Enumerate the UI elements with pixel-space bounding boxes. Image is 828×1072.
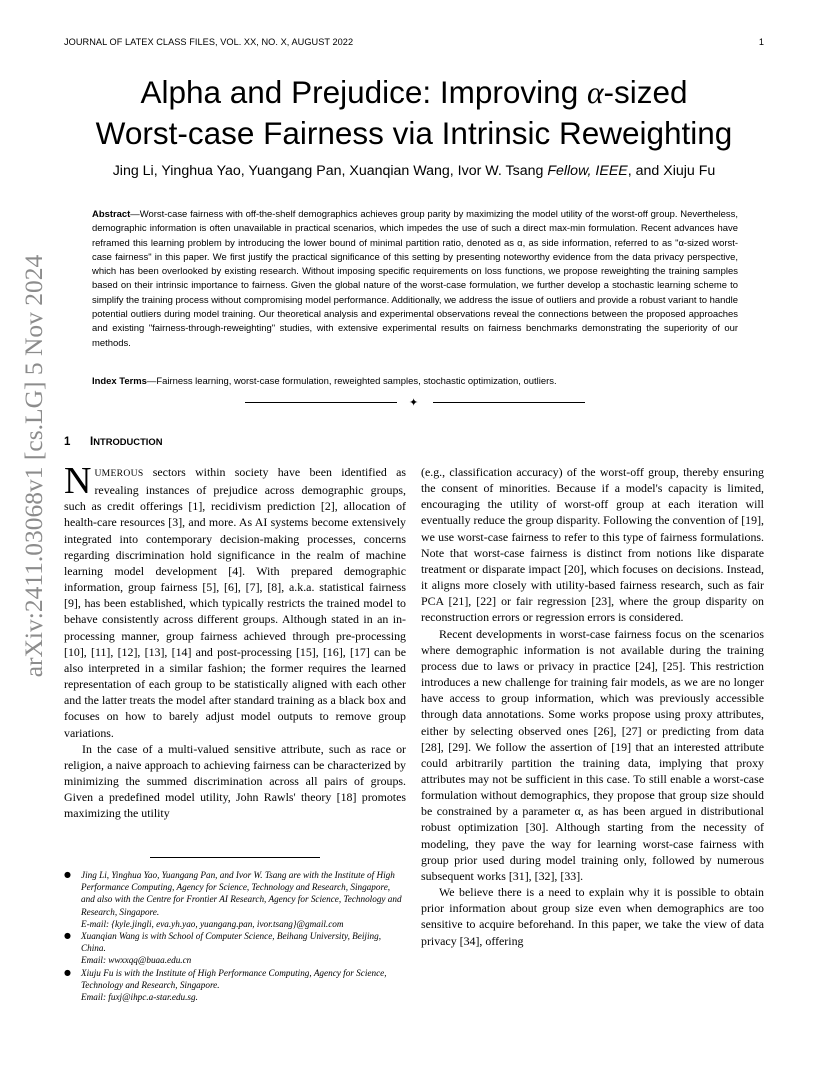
arxiv-identifier: arXiv:2411.03068v1 [cs.LG] 5 Nov 2024 [19,254,48,678]
footnote-email: Email: wwxxqq@buaa.edu.cn [81,955,192,966]
index-terms-text: —Fairness learning, worst-case formulation, reweighted samples, stochastic optimization, outliers. [146,376,557,387]
separator-line-left [245,402,397,403]
alpha-symbol: α [586,75,604,110]
left-column [64,460,406,821]
author-last: , and Xiuju Fu [627,163,716,179]
bullet-icon: ● [64,967,71,977]
abstract-label: Abstract [92,209,131,220]
separator-diamond-icon: ✦ [409,396,419,409]
footnote-rule [150,857,320,858]
section-separator [245,396,585,410]
author-names: Jing Li, Yinghua Yao, Yuangang Pan, Xuanqian Wang, Ivor W. Tsang [112,163,548,179]
footnote-email: E-mail: {kyle.jingli, eva.yh.yao, yuangang.pan, ivor.tsang}@gmail.com [81,918,344,929]
right-column [421,464,764,949]
footnote-email: Email: fuxj@ihpc.a-star.edu.sg. [81,992,198,1003]
index-terms [92,375,738,388]
author-list [40,163,788,179]
abstract [92,208,738,351]
paragraph: We believe there is a need to explain why it is possible to obtain prior information about group size even when demographics are too sensitive to acquire beforehand. In this paper, we take the view of data privacy [34], offering [421,885,764,948]
index-terms-label: Index Terms [92,376,147,387]
affiliation-footnotes [64,869,406,1003]
title-line-2: Worst-case Fairness via Intrinsic Reweighting [95,115,733,151]
bullet-icon: ● [64,931,71,941]
title-text: -sized [603,74,688,110]
running-header: JOURNAL OF LATEX CLASS FILES, VOL. XX, NO. X, AUGUST 2022 [64,37,354,47]
paper-title [40,72,788,153]
footnote-item [64,930,406,967]
separator-line-right [433,402,585,403]
arxiv-side-stamp [19,254,48,678]
paragraph: In the case of a multi-valued sensitive attribute, such as race or religion, a naive approach to achieving fairness can be characterized by minimizing the summed discrimination across all pairs of groups. Given a predefined model utility, John Rawls' theory [18] promotes maximizing the utility [64,741,406,821]
paragraph: (e.g., classification accuracy) of the worst-off group, thereby ensuring the consent of minorities. Because if a model's capacity is limited, encouraging the utility of worst-off group at each iteration will eventually reduce the group disparity. Following the convention of [19], we use worst-case fairness to refer to this type of fairness formulations. Note that worst-case fairness is distinct from notions like disparate treatment or disparate impact [20], which focuses on decisions. Instead, it aligns more closely with utility-based fairness research, such as fair PCA [21], [22] or fair regression [23], where the group disparity on reconstruction errors or regression errors is considered. [421,465,764,625]
bullet-icon: ● [64,870,71,879]
footnote-text: Xuanqian Wang is with School of Computer Science, Beihang University, Beijing, China. [81,931,382,954]
section-number: 1 [64,436,71,448]
author-fellow-title: Fellow, IEEE [547,163,628,179]
section-heading [64,436,162,448]
footnote-text: Jing Li, Yinghua Yao, Yuangang Pan, and Ivor W. Tsang are with the Institute of High Performance Computing, Agency for Science, Technology and Research, Singapore, and also with the Centre for Frontier AI Research, Agency for Science, Technology and Research, Singapore. [81,870,402,917]
paragraph: Recent developments in worst-case fairness focus on the scenarios where demographic information is not available during the training process due to laws or privacy in practice [24], [25]. This restriction introduces a new challenge for training fair models, as we are no longer have access to group information, which was previously accessible through data annotations. Some works propose using proxy attributes, either by selecting observed ones [26], [27] or predicting from data [28], [29]. We follow the assertion of [19] that an interested attribute could arbitrarily partition the training data, implying that proxy attributes may not be sufficient in this case. To still enable a worst-case formulation without demographics, they propose that group size should be constrained by a parameter α, as has been argued in distributional robust optimization [30]. Although starting from the necessity of modeling, they pave the way for learning worst-case fairness with group prior used during model training only, followed by numerous subsequent works [31], [32], [33]. [421,626,764,883]
paragraph-text: sectors within society have been identified as revealing instances of prejudice across demographic groups, such as credit offerings [1], recidivism prediction [2], allocation of health-care resources [3], and more. As AI systems become extensively integrated into contemporary decision-making processes, concerns regarding discrimination hold significance in the realm of machine learning model development [4]. With prepared demographic information, group fairness [5], [6], [7], [8], a.k.a. statistical fairness [9], has been established, which typically restricts the trained model to behave consistently across different groups. Although stated in an in-processing manner, group fairness achieved through pre-processing [10], [11], [12], [13], [14] and post-processing [15], [16], [17] can be also interpreted in a similar fashion; the former requires the learned representation of each group to be statistically aligned with each other and the latter treats the model after standard training as a black box and focuses on how to barely adjust model outputs to remove group variations. [64,465,406,740]
smallcaps-lead: UMEROUS [94,468,144,479]
page-number: 1 [758,37,764,47]
section-title-rest: NTRODUCTION [93,436,163,447]
footnote-item [64,869,406,930]
paragraph [64,460,406,741]
title-line-1 [40,72,788,113]
title-text: Alpha and Prejudice: Improving [140,74,587,110]
section-title-initial: I [90,436,94,448]
drop-cap: N [64,460,92,502]
abstract-text: —Worst-case fairness with off-the-shelf demographics achieves group parity by maximizing the model utility of the worst-off group. Nevertheless, demographic information is often unavailable in practical scenarios, which impedes the use of such a direct max-min formulation. Recent advances have reframed this learning problem by introducing the lower bound of minimal partition ratio, denoted as α, as side information, referred to as "α-sized worst-case fairness" in this paper. We first justify the practical significance of this setting by presenting noteworthy evidence from the data privacy perspective, which has been overlooked by existing research. Without imposing specific requirements on loss functions, we propose reweighting the training samples based on their intrinsic importance to fairness. Given the global nature of the worst-case formulation, we further develop a stochastic learning scheme to simplify the training process without compromising model performance. Additionally, we address the issue of outliers and provide a robust variant to handle potential outliers during model training. Our theoretical analysis and experimental observations reveal the connections between the proposed approaches and existing "fairness-through-reweighting" studies, with extensive experimental results on fairness benchmarks demonstrating the superiority of our methods. [92,209,738,349]
footnote-item [64,967,406,1004]
footnote-text: Xiuju Fu is with the Institute of High Performance Computing, Agency for Science, Technology and Research, Singapore. [81,967,387,990]
